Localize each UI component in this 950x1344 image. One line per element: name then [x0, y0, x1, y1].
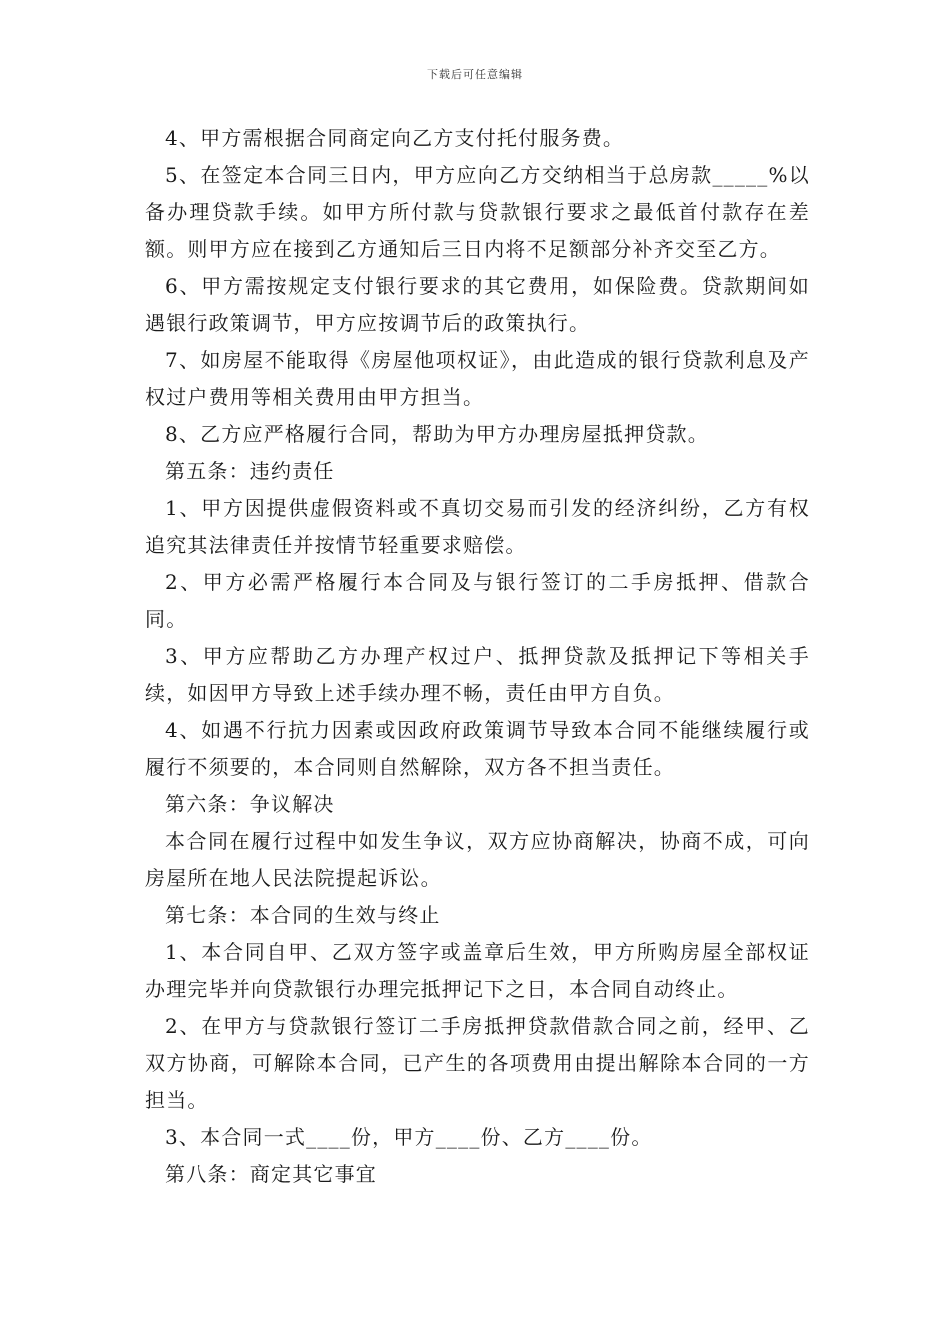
- clause-paragraph: 3、本合同一式____份，甲方____份、乙方____份。: [165, 1125, 653, 1149]
- clause-paragraph: 6、甲方需按规定支付银行要求的其它费用，如保险费。贷款期间如遇银行政策调节，甲方应按调节后的政策执行。: [145, 274, 810, 335]
- header-note: 下载后可任意编辑: [427, 68, 523, 81]
- clause-paragraph: 2、甲方必需严格履行本合同及与银行签订的二手房抵押、借款合同。: [145, 570, 810, 631]
- section-heading: 第六条：争议解决: [165, 792, 335, 816]
- clause-paragraph: 本合同在履行过程中如发生争议，双方应协商解决，协商不成，可向房屋所在地人民法院提起诉讼。: [145, 829, 810, 890]
- contract-body: [145, 120, 810, 1193]
- section-heading: 第七条：本合同的生效与终止: [165, 903, 441, 927]
- clause-paragraph: 4、甲方需根据合同商定向乙方支付托付服务费。: [165, 126, 625, 150]
- clause-paragraph: 8、乙方应严格履行合同，帮助为甲方办理房屋抵押贷款。: [165, 422, 709, 446]
- clause-paragraph: 3、甲方应帮助乙方办理产权过户、抵押贷款及抵押记下等相关手续，如因甲方导致上述手续办理不畅，责任由甲方自负。: [145, 644, 810, 705]
- clause-paragraph: 2、在甲方与贷款银行签订二手房抵押贷款借款合同之前，经甲、乙双方协商，可解除本合同，已产生的各项费用由提出解除本合同的一方担当。: [145, 1014, 810, 1112]
- clause-paragraph: 1、本合同自甲、乙双方签字或盖章后生效，甲方所购房屋全部权证办理完毕并向贷款银行办理完抵押记下之日，本合同自动终止。: [145, 940, 810, 1001]
- section-heading: 第五条：违约责任: [165, 459, 335, 483]
- clause-paragraph: 5、在签定本合同三日内，甲方应向乙方交纳相当于总房款_____%以备办理贷款手续。如甲方所付款与贷款银行要求之最低首付款存在差额。则甲方应在接到乙方通知后三日内将不足额部分补齐交至乙方。: [145, 163, 810, 261]
- clause-paragraph: 1、甲方因提供虚假资料或不真切交易而引发的经济纠纷，乙方有权追究其法律责任并按情节轻重要求赔偿。: [145, 496, 810, 557]
- clause-paragraph: 7、如房屋不能取得《房屋他项权证》，由此造成的银行贷款利息及产权过户费用等相关费用由甲方担当。: [145, 348, 810, 409]
- section-heading: 第八条：商定其它事宜: [165, 1162, 377, 1186]
- clause-paragraph: 4、如遇不行抗力因素或因政府政策调节导致本合同不能继续履行或履行不须要的，本合同则自然解除，双方各不担当责任。: [145, 718, 810, 779]
